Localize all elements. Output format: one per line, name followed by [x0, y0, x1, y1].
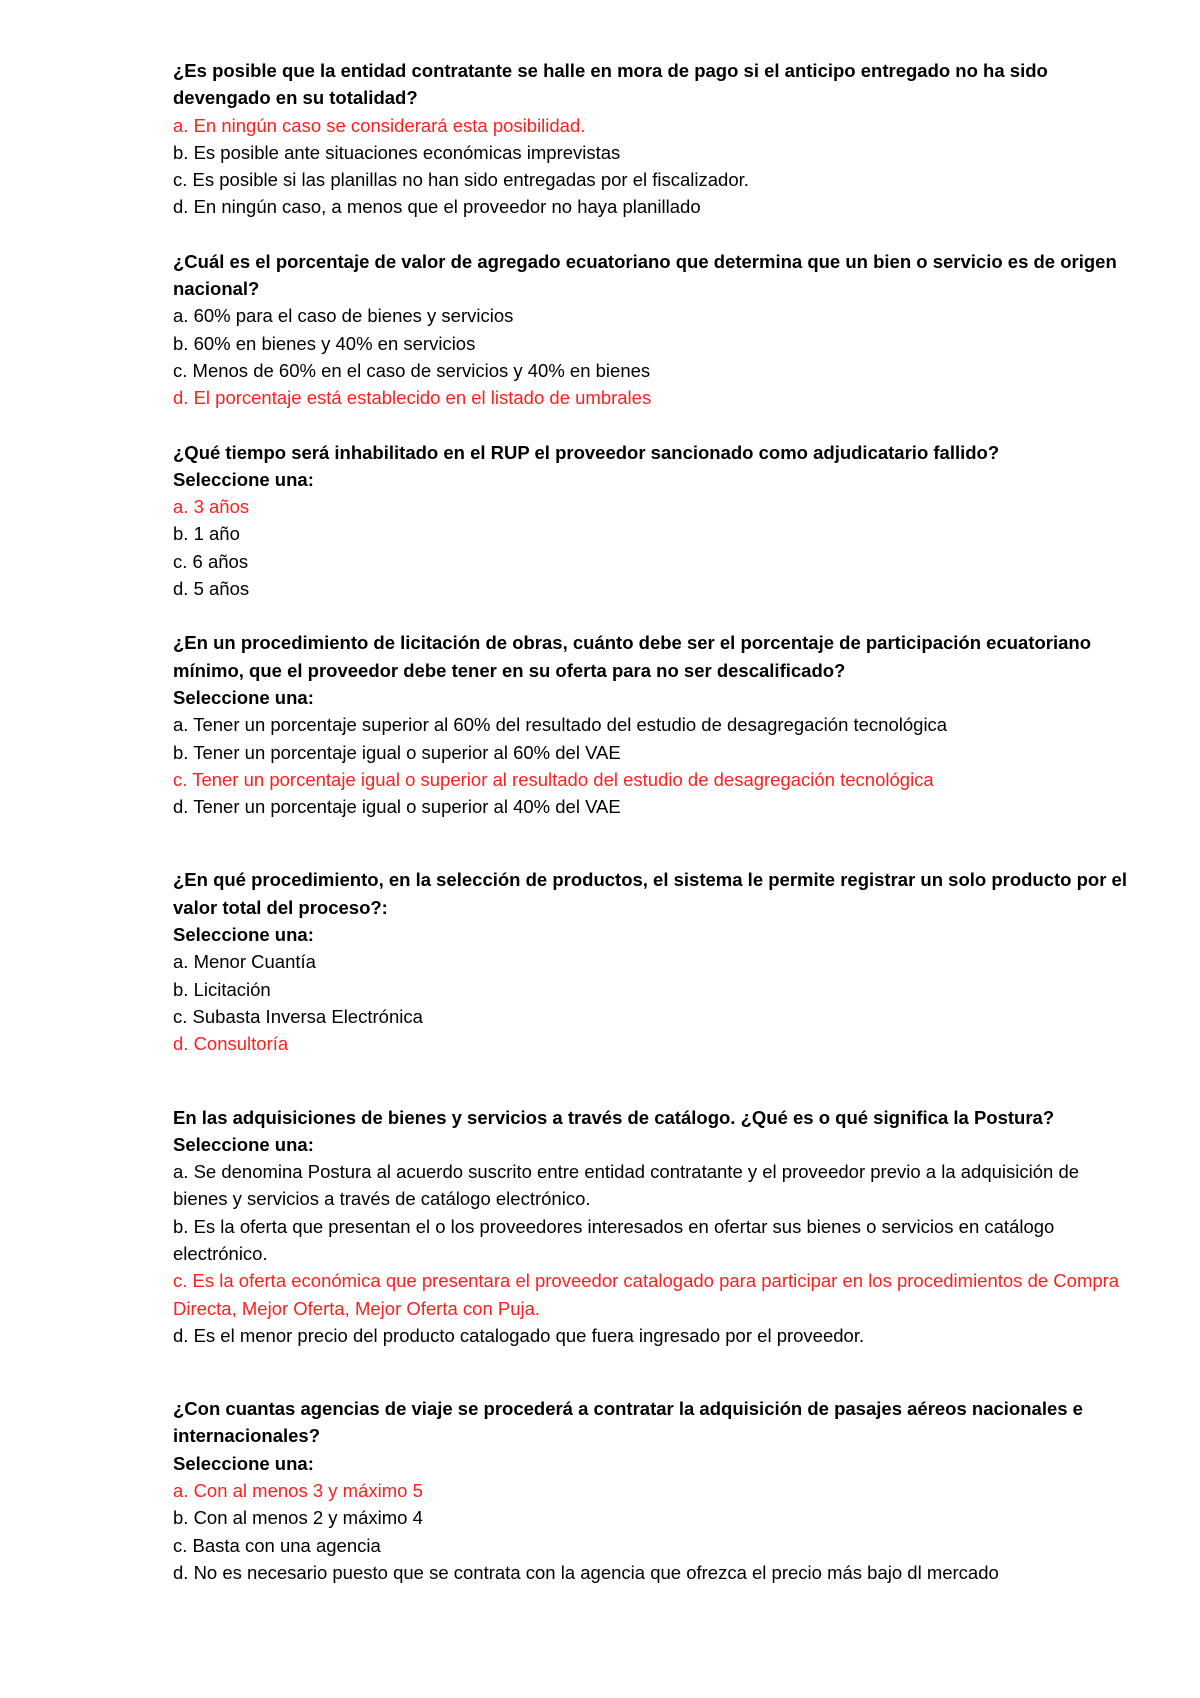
answer-option: b. Es la oferta que presentan el o los proveedores interesados en ofertar sus bienes o servicios en catálogo electrónico. — [173, 1215, 1055, 1264]
select-one-prompt: Seleccione una: — [173, 686, 314, 708]
question-block-5 — [173, 866, 1133, 1057]
question-block-4 — [173, 629, 1133, 820]
select-one-prompt: Seleccione una: — [173, 1452, 314, 1474]
question-block-3 — [173, 439, 1133, 603]
question-text: ¿Con cuantas agencias de viaje se procederá a contratar la adquisición de pasajes aéreos nacionales e internacionales? — [173, 1398, 1083, 1447]
answer-option: b. Tener un porcentaje igual o superior al 60% del VAE — [173, 741, 621, 763]
question-text: ¿Cuál es el porcentaje de valor de agregado ecuatoriano que determina que un bien o servicio es de origen nacional? — [173, 250, 1117, 300]
answer-option: a. 60% para el caso de bienes y servicios — [173, 305, 514, 327]
answer-option: d. Consultoría — [173, 1033, 289, 1055]
answer-option: b. Es posible ante situaciones económicas imprevistas — [173, 141, 621, 163]
question-text: ¿Qué tiempo será inhabilitado en el RUP el proveedor sancionado como adjudicatario fallido? — [173, 441, 1000, 463]
select-one-prompt: Seleccione una: — [173, 1133, 314, 1155]
answer-option: a. 3 años — [173, 496, 250, 518]
question-block-7 — [173, 1395, 1133, 1586]
question-text: ¿Es posible que la entidad contratante se halle en mora de pago si el anticipo entregado no ha sido devengado en su totalidad? — [173, 60, 1048, 109]
answer-option: b. Licitación — [173, 978, 271, 1000]
answer-option: b. Con al menos 2 y máximo 4 — [173, 1507, 423, 1529]
answer-option: d. Es el menor precio del producto catalogado que fuera ingresado por el proveedor. — [173, 1324, 865, 1346]
answer-option: d. No es necesario puesto que se contrata con la agencia que ofrezca el precio más bajo dl mercado — [173, 1561, 999, 1583]
document-page — [173, 57, 1133, 1586]
question-block-6 — [173, 1104, 1133, 1350]
answer-option: c. Subasta Inversa Electrónica — [173, 1005, 423, 1027]
question-block-1 — [173, 57, 1133, 221]
answer-option: c. Basta con una agencia — [173, 1534, 381, 1556]
answer-option: c. 6 años — [173, 550, 249, 572]
select-one-prompt: Seleccione una: — [173, 468, 314, 490]
answer-option: c. Tener un porcentaje igual o superior al resultado del estudio de desagregación tecnológica — [173, 768, 934, 790]
answer-option: b. 1 año — [173, 523, 240, 545]
answer-option: d. Tener un porcentaje igual o superior al 40% del VAE — [173, 796, 621, 818]
question-text: En las adquisiciones de bienes y servicios a través de catálogo. ¿Qué es o qué significa la Postura? — [173, 1106, 1055, 1128]
answer-option: b. 60% en bienes y 40% en servicios — [173, 332, 476, 354]
question-text: ¿En qué procedimiento, en la selección de productos, el sistema le permite registrar un solo producto por el valor total del proceso?: — [173, 869, 1127, 918]
answer-option: a. Tener un porcentaje superior al 60% del resultado del estudio de desagregación tecnológica — [173, 714, 948, 736]
answer-option: a. En ningún caso se considerará esta posibilidad. — [173, 114, 586, 136]
question-text: ¿En un procedimiento de licitación de obras, cuánto debe ser el porcentaje de participación ecuatoriano mínimo, que el proveedor debe tener en su oferta para no ser descalificado? — [173, 632, 1092, 681]
answer-option: c. Es posible si las planillas no han sido entregadas por el fiscalizador. — [173, 169, 749, 191]
question-block-2 — [173, 248, 1133, 412]
answer-option: d. 5 años — [173, 578, 250, 600]
answer-option: a. Con al menos 3 y máximo 5 — [173, 1480, 423, 1502]
answer-option: c. Menos de 60% en el caso de servicios y 40% en bienes — [173, 359, 651, 381]
select-one-prompt: Seleccione una: — [173, 924, 314, 946]
answer-option: a. Se denomina Postura al acuerdo suscrito entre entidad contratante y el proveedor previo a la adquisición de bienes y servicios a través de catálogo electrónico. — [173, 1161, 1080, 1210]
answer-option: d. En ningún caso, a menos que el proveedor no haya planillado — [173, 196, 701, 218]
answer-option: c. Es la oferta económica que presentara el proveedor catalogado para participar en los procedimientos de Compra Directa, Mejor Oferta, Mejor Oferta con Puja. — [173, 1270, 1120, 1319]
answer-option: a. Menor Cuantía — [173, 951, 316, 973]
answer-option: d. El porcentaje está establecido en el listado de umbrales — [173, 387, 652, 409]
